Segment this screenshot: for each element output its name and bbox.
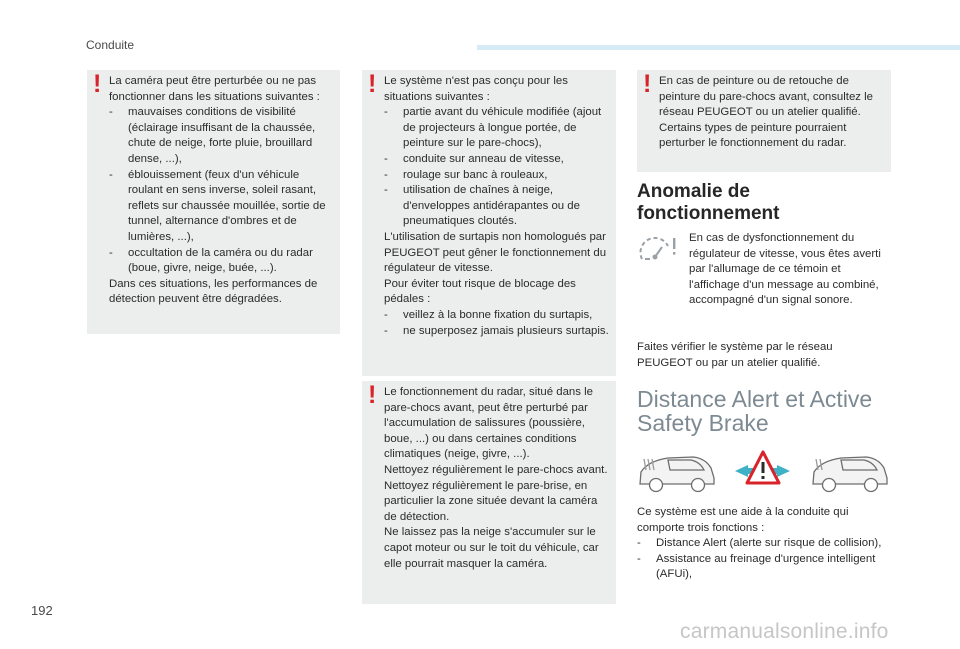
box-paragraph: Nettoyez régulièrement le pare-brise, en particulier la zone située devant la caméra de détection. (384, 479, 598, 523)
box-paragraph: Le fonctionnement du radar, situé dans le pare-chocs avant, peut être perturbé par l'accumulation de salissures (poussière, boue, ...) ou dans certaines conditions climatiques (neige, givre, ...). (384, 386, 593, 461)
warning-icon: ! (643, 70, 652, 98)
malfunction-paragraph: En cas de dysfonctionnement du régulateur de vitesse, vous êtes averti par l'allumage de ce témoin et l'affichage d'un message au combiné, accompagné d'un signal sonore. (689, 232, 881, 307)
list-item: - utilisation de chaînes à neige, d'enveloppes antidérapantes ou de pneumatiques cloutés. (384, 184, 580, 228)
list-item: - partie avant du véhicule modifiée (ajout de projecteurs à longue portée, de peinture sur le pare-chocs), (384, 106, 602, 150)
check-paragraph: Faites vérifier le système par le réseau PEUGEOT ou par un atelier qualifié. (637, 341, 833, 369)
list-item: - éblouissement (feux d'un véhicule roulant en sens inverse, soleil rasant, reflets sur chaussée mouillée, sortie de tunnel, alternance d'ombres et de lumières, ...), (109, 168, 326, 243)
box-paragraph: Ne laissez pas la neige s'accumuler sur le capot moteur ou sur le toit du véhicule, car elle pourrait masquer la caméra. (384, 526, 599, 570)
box-outro: Dans ces situations, les performances de détection peuvent être dégradées. (109, 277, 318, 306)
box-intro: Le système n'est pas conçu pour les situations suivantes : (384, 75, 568, 103)
warning-icon: ! (368, 381, 377, 409)
warning-icon: ! (93, 70, 102, 98)
box-paragraph: Pour éviter tout risque de blocage des pédales : (384, 277, 576, 306)
warning-box-camera (87, 70, 340, 334)
list-item: - roulage sur banc à rouleaux, (384, 168, 548, 181)
box-paragraph: Nettoyez régulièrement le pare-chocs avant. (384, 463, 608, 476)
list-item: - Distance Alert (alerte sur risque de collision), (637, 537, 882, 550)
box-paragraph: L'utilisation de surtapis non homologués par PEUGEOT peut gêner le fonctionnement du régulateur de vitesse. (384, 230, 607, 275)
speedometer-warning-icon (638, 232, 678, 264)
warning-box-paint (637, 70, 891, 172)
box-paragraph: En cas de peinture ou de retouche de peinture du pare-chocs avant, consultez le réseau PEUGEOT ou un atelier qualifié. Certains types de peinture pourraient perturber le fonctionnement du radar. (659, 75, 874, 150)
system-intro: Ce système est une aide à la conduite qui comporte trois fonctions : (637, 506, 849, 534)
car-distance-illustration (638, 450, 890, 500)
section-title-distance-alert: Distance Alert et Active Safety Brake (637, 386, 873, 436)
section-title-anomalie: Anomalie de fonctionnement (637, 181, 780, 224)
page-number: 192 (31, 603, 53, 618)
warning-box-radar-dirt (362, 381, 616, 604)
system-description (637, 505, 897, 583)
list-item: - conduite sur anneau de vitesse, (384, 152, 564, 165)
watermark: carmanualsonline.info (680, 620, 889, 643)
section-label: Conduite (86, 38, 135, 52)
warning-box-system-limits (362, 70, 616, 376)
header-accent-bar (477, 45, 960, 50)
list-item: - occultation de la caméra ou du radar (boue, givre, neige, buée, ...). (109, 246, 313, 275)
list-item: - mauvaises conditions de visibilité (éclairage insuffisant de la chaussée, chute de neige, forte pluie, brouillard dense, ...), (109, 106, 316, 165)
warning-icon: ! (368, 70, 377, 98)
list-item: - veillez à la bonne fixation du surtapis, (384, 308, 593, 321)
list-item: - Assistance au freinage d'urgence intelligent (AFUi), (637, 552, 876, 581)
list-item: - ne superposez jamais plusieurs surtapis. (384, 324, 609, 337)
box-intro: La caméra peut être perturbée ou ne pas fonctionner dans les situations suivantes : (109, 75, 320, 103)
